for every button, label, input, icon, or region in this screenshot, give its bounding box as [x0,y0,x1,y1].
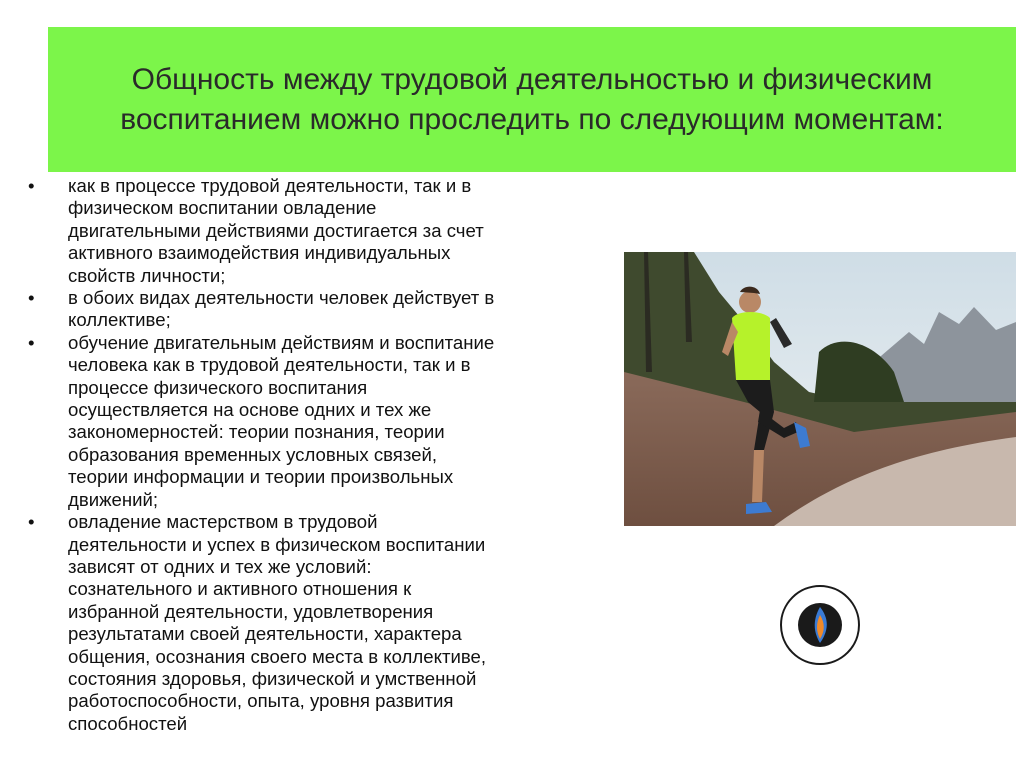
bullet-line: сознательного и активного отношения к [68,578,412,600]
bullet-line: деятельности и успех в физическом воспитании [68,533,486,555]
bullet-line: свойств личности; [68,264,226,286]
slide-title-line-2: воспитанием можно проследить по следующим моментам: [120,103,944,136]
bullet-item [28,332,608,511]
bullet-line: работоспособности, опыта, уровня развития [68,690,454,712]
bullet-line: обучение двигательным действиям и воспитание [68,331,495,353]
bullet-line: состояния здоровья, физической и умственной [68,667,477,689]
bullet-line: общения, осознания своего места в коллективе, [68,645,487,667]
bullet-marker: • [28,331,35,353]
bullet-line: человека как в трудовой деятельности, так и в [68,354,471,376]
bullet-line: в обоих видах деятельности человек действует в [68,287,495,309]
bullet-list [28,175,608,735]
bullet-item [28,511,608,735]
bullet-line: осуществляется на основе одних и тех же [68,399,432,421]
bullet-line: двигательными действиями достигается за счет [68,219,484,241]
bullet-line: физическом воспитании овладение [68,197,377,219]
bullet-marker: • [28,511,35,533]
bullet-line: закономерностей: теории познания, теории [68,421,445,443]
runner-photo [624,252,1016,526]
bullet-marker: • [28,287,35,309]
title-banner [48,27,1016,172]
bullet-line: результатами своей деятельности, характера [68,623,462,645]
bullet-line: как в процессе трудовой деятельности, так и в [68,175,472,196]
bullet-line: зависят от одних и тех же условий: [68,555,372,577]
bullet-line: теории информации и теории произвольных [68,466,454,488]
slide-title [58,60,1006,140]
bullet-line: овладение мастерством в трудовой [68,511,378,533]
bullet-line: избранной деятельности, удовлетворения [68,600,434,622]
bullet-line: процессе физического воспитания [68,376,368,398]
bullet-marker: • [28,175,35,196]
bullet-item [28,175,608,287]
bullet-line: образования временных условных связей, [68,443,438,465]
slide-title-line-1: Общность между трудовой деятельностью и физическим [131,63,933,96]
bullet-line: способностей [68,712,188,734]
bullet-item [28,287,608,332]
university-logo [780,585,860,665]
bullet-line: активного взаимодействия индивидуальных [68,242,451,264]
bullet-line: движений; [68,488,159,510]
bullet-line: коллективе; [68,309,171,331]
